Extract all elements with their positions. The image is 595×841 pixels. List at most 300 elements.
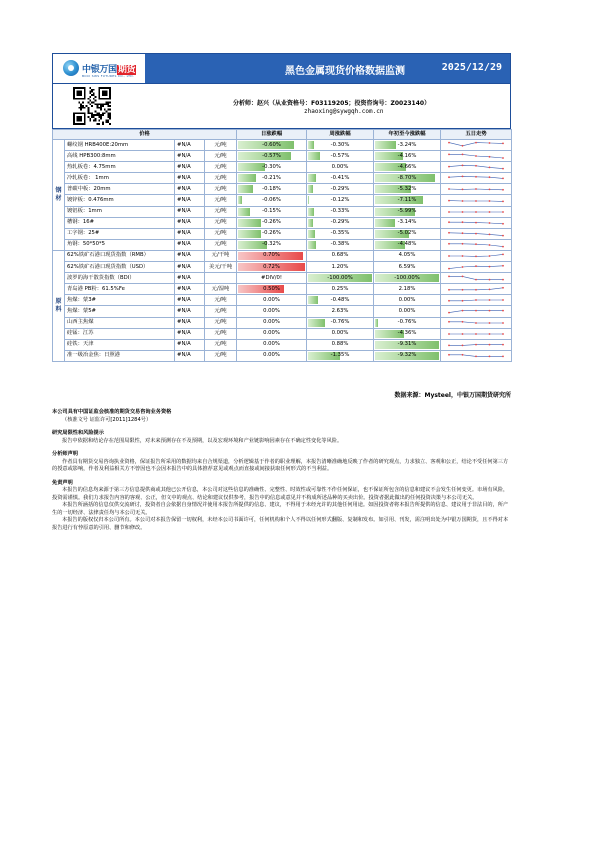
value-text: 0.70%	[263, 252, 280, 259]
value-text: -0.21%	[262, 174, 281, 181]
sparkline-point	[462, 333, 464, 335]
price-value: #N/A	[175, 228, 205, 239]
sparkline-point	[502, 143, 504, 145]
sparkline-point	[475, 279, 477, 281]
sparkline-point	[489, 177, 491, 179]
value-text: -5.32%	[397, 185, 417, 192]
sparkline-point	[475, 333, 477, 335]
five-day-sparkline	[441, 273, 512, 284]
table-row	[53, 328, 512, 339]
sparkline-point	[448, 255, 450, 257]
table-row	[53, 151, 512, 162]
col-price: 价格	[53, 130, 237, 140]
value-text: -0.32%	[262, 241, 281, 248]
value-text: -4.16%	[397, 152, 417, 159]
table-row	[53, 273, 512, 284]
price-unit	[205, 273, 237, 284]
price-value: #N/A	[175, 306, 205, 317]
sparkline-point	[475, 355, 477, 357]
sparkline-point	[489, 156, 491, 158]
sparkline-point	[448, 211, 450, 213]
sparkline-point	[448, 177, 450, 179]
value-text: -0.06%	[262, 197, 281, 204]
sparkline-point	[502, 355, 504, 357]
price-unit: 元/吨	[205, 228, 237, 239]
value-text: -8.70%	[397, 174, 417, 181]
sparkline-point	[489, 200, 491, 202]
category-steel: 钢材	[53, 140, 65, 251]
daily-change	[237, 328, 307, 339]
value-text: -0.57%	[330, 152, 350, 159]
value-text: -0.41%	[330, 174, 350, 181]
title-band	[145, 54, 510, 83]
sparkline-point	[502, 178, 504, 180]
table-row	[53, 295, 512, 306]
sparkline-point	[462, 200, 464, 202]
value-text: -0.33%	[330, 208, 350, 215]
sparkline-point	[502, 253, 504, 255]
sparkline-point	[489, 189, 491, 191]
value-bar	[238, 219, 261, 227]
ytd-change	[374, 195, 441, 206]
sparkline-point	[475, 232, 477, 234]
sparkline-point	[502, 211, 504, 213]
sparkline-point	[502, 343, 504, 345]
sparkline-point	[448, 312, 450, 314]
sparkline-point	[448, 199, 450, 201]
table-row	[53, 306, 512, 317]
table-row	[53, 284, 512, 295]
daily-change	[237, 273, 307, 284]
price-unit: 元/吨	[205, 350, 237, 361]
sparkline-point	[475, 155, 477, 157]
ytd-change	[374, 317, 441, 328]
value-bar	[308, 285, 312, 293]
value-text: 0.00%	[263, 307, 280, 314]
sparkline-point	[462, 154, 464, 156]
five-day-sparkline	[441, 284, 512, 295]
sparkline-point	[475, 221, 477, 223]
value-bar	[375, 319, 378, 327]
value-text: 4.05%	[398, 252, 416, 259]
sparkline-point	[475, 142, 477, 144]
value-text: 0.00%	[263, 319, 280, 326]
ytd-change	[374, 306, 441, 317]
value-text: -3.14%	[397, 219, 417, 226]
five-day-sparkline	[441, 184, 512, 195]
weekly-change	[307, 162, 374, 173]
category-raw: 原料	[53, 250, 65, 361]
sparkline-point	[475, 343, 477, 345]
value-bar	[238, 185, 253, 193]
value-text: 0.00%	[398, 296, 416, 303]
price-unit: 元/干吨	[205, 250, 237, 261]
value-text: -3.24%	[397, 141, 417, 148]
price-value: #N/A	[175, 173, 205, 184]
col-weekly: 周涨跌幅	[307, 130, 374, 140]
daily-change	[237, 184, 307, 195]
price-value: #N/A	[175, 273, 205, 284]
value-text: -0.76%	[397, 319, 417, 326]
value-bar	[375, 285, 388, 293]
price-value: #N/A	[175, 195, 205, 206]
price-unit: 元/吨	[205, 195, 237, 206]
value-bar	[238, 163, 265, 171]
report-date: 2025/12/29	[441, 62, 502, 73]
table-row	[53, 228, 512, 239]
five-day-sparkline	[441, 228, 512, 239]
price-unit: 美元/干吨	[205, 262, 237, 273]
weekly-change	[307, 206, 374, 217]
value-text: 0.25%	[331, 285, 349, 292]
ytd-change	[374, 295, 441, 306]
logo-mark-icon	[63, 60, 79, 76]
disclaimer-section	[52, 409, 511, 532]
sparkline-point	[502, 157, 504, 159]
value-text: 2.63%	[331, 307, 349, 314]
qualification-title: 本公司具有中国证监会核准的期货交易咨询业务资格	[52, 409, 172, 415]
sparkline-point	[475, 255, 477, 257]
sparkline-point	[448, 232, 450, 234]
daily-change	[237, 206, 307, 217]
value-bar	[308, 185, 313, 193]
sparkline-point	[462, 176, 464, 178]
five-day-sparkline	[441, 239, 512, 250]
value-text: -4.48%	[397, 241, 417, 248]
risk-title: 研究局限性和风险提示	[52, 430, 104, 436]
sparkline-point	[448, 300, 450, 302]
daily-change	[237, 284, 307, 295]
daily-change	[237, 306, 307, 317]
sparkline-point	[489, 211, 491, 213]
sparkline-point	[489, 299, 491, 301]
weekly-change	[307, 151, 374, 162]
sparkline-point	[448, 289, 450, 291]
product-name: 62%铁矿石港口现货指数（RMB）	[65, 250, 175, 261]
sparkline-point	[462, 310, 464, 312]
five-day-sparkline	[441, 151, 512, 162]
sparkline-point	[502, 223, 504, 225]
value-text: -0.26%	[262, 230, 281, 237]
five-day-sparkline	[441, 350, 512, 361]
weekly-change	[307, 339, 374, 350]
sparkline-point	[448, 189, 450, 191]
ytd-change	[374, 206, 441, 217]
sparkline-point	[475, 211, 477, 213]
weekly-change	[307, 328, 374, 339]
sparkline-point	[502, 279, 504, 281]
table-row	[53, 173, 512, 184]
price-value: #N/A	[175, 262, 205, 273]
value-text: -0.35%	[330, 230, 350, 237]
ytd-change	[374, 217, 441, 228]
value-text: -100.00%	[394, 274, 420, 281]
sparkline-point	[475, 243, 477, 245]
sparkline-point	[448, 243, 450, 245]
product-name: 镀锌板：0.476mm	[65, 195, 175, 206]
sparkline-point	[462, 165, 464, 167]
value-text: -0.57%	[262, 152, 281, 159]
weekly-change	[307, 295, 374, 306]
weekly-change	[307, 217, 374, 228]
product-name: 高线 HPB300:8mm	[65, 151, 175, 162]
value-bar	[308, 196, 309, 204]
daily-change	[237, 239, 307, 250]
product-name: 镀铝板：1mm	[65, 206, 175, 217]
five-day-sparkline	[441, 295, 512, 306]
ytd-change	[374, 173, 441, 184]
table-row	[53, 162, 512, 173]
product-name: 螺纹钢 HRB400E:20mm	[65, 140, 175, 151]
five-day-sparkline	[441, 328, 512, 339]
weekly-change	[307, 262, 374, 273]
analyst-statement-title: 分析师声明	[52, 451, 78, 457]
price-unit: 元/吨	[205, 295, 237, 306]
product-name: 热轧板卷：4.75mm	[65, 162, 175, 173]
daily-change	[237, 339, 307, 350]
disclaimer-body-2: 本报告所涵括的信息仅供交流研讨，投资者自会依据自身情况并使用本报告所提供的信息、建议，不得用于未经允许的其他任何用途。如因投资者将本报告所提供的信息、建议用于非法目的，所产生的一切经济、法律责任均与本公司无关。	[52, 502, 509, 516]
ytd-change	[374, 250, 441, 261]
five-day-sparkline	[441, 317, 512, 328]
qualification-body: （核准文号 证监许可[2011]1284号）	[62, 416, 152, 423]
ytd-change	[374, 239, 441, 250]
five-day-sparkline	[441, 217, 512, 228]
price-value: #N/A	[175, 317, 205, 328]
product-name: 角钢：50*50*5	[65, 239, 175, 250]
sparkline-point	[502, 299, 504, 301]
value-bar	[238, 196, 242, 204]
value-text: 0.68%	[331, 252, 349, 259]
price-value: #N/A	[175, 328, 205, 339]
value-bar	[375, 252, 402, 260]
sparkline-point	[489, 244, 491, 246]
sparkline-point	[462, 145, 464, 147]
value-text: -7.11%	[397, 197, 417, 204]
value-text: 0.72%	[263, 263, 280, 270]
sparkline-point	[489, 333, 491, 335]
daily-change	[237, 195, 307, 206]
sparkline-point	[502, 234, 504, 236]
value-text: -4.36%	[397, 330, 417, 337]
value-text: -9.32%	[397, 352, 417, 359]
five-day-sparkline	[441, 262, 512, 273]
table-row	[53, 339, 512, 350]
sparkline-point	[462, 289, 464, 291]
table-row	[53, 317, 512, 328]
product-name: 波罗的海干散货指数（BDI）	[65, 273, 175, 284]
sparkline-point	[462, 344, 464, 346]
weekly-change	[307, 350, 374, 361]
ytd-change	[374, 184, 441, 195]
five-day-sparkline	[441, 339, 512, 350]
sparkline-point	[502, 168, 504, 170]
disclaimer-body-1: 本报告的信息均来源于第三方信息提供商或其他已公开信息，本公司对这些信息的准确性、完整性、时效性或可靠性不作任何保证，也不保证所包含的信息和建议不会发生任何变更。市场有风险，投资需谨慎。我们力求报告内容的客观、公正，但文中的观点、结论和建议仅供参考，报告中的信息或意见并不构成所述品种的买卖出价。投资者据此做出的任何投资决策与本公司无关。	[52, 487, 509, 501]
table-row	[53, 350, 512, 361]
value-text: -0.29%	[330, 219, 350, 226]
price-unit: 元/吨	[205, 339, 237, 350]
value-text: 6.59%	[398, 263, 416, 270]
ytd-change	[374, 339, 441, 350]
report-title: 黑色金属现货价格数据监测	[285, 66, 405, 77]
col-ytd: 年初至今涨跌幅	[374, 130, 441, 140]
price-value: #N/A	[175, 140, 205, 151]
sparkline-point	[489, 255, 491, 257]
daily-change	[237, 151, 307, 162]
value-text: -9.31%	[397, 341, 417, 348]
daily-change	[237, 173, 307, 184]
weekly-change	[307, 228, 374, 239]
value-text: #DIV/0!	[261, 274, 283, 281]
sparkline-point	[462, 266, 464, 268]
sparkline-point	[462, 211, 464, 213]
value-text: 0.00%	[263, 352, 280, 359]
weekly-change	[307, 284, 374, 295]
sparkline-point	[502, 189, 504, 191]
price-unit: 元/吨	[205, 173, 237, 184]
value-text: -100.00%	[327, 274, 353, 281]
value-text: -0.76%	[330, 319, 350, 326]
sparkline-point	[489, 222, 491, 224]
weekly-change	[307, 239, 374, 250]
value-text: -1.35%	[330, 352, 350, 359]
sparkline-point	[448, 221, 450, 223]
product-name: 硅锰：江苏	[65, 328, 175, 339]
analyst-section	[52, 84, 511, 129]
product-name: 山西主焦煤	[65, 317, 175, 328]
value-text: -0.29%	[330, 185, 350, 192]
price-value: #N/A	[175, 217, 205, 228]
ytd-change	[374, 328, 441, 339]
product-name: 工字钢：25#	[65, 228, 175, 239]
value-text: 0.00%	[331, 163, 349, 170]
value-bar	[308, 230, 315, 238]
daily-change	[237, 317, 307, 328]
sparkline-point	[448, 166, 450, 168]
price-table	[52, 129, 512, 362]
price-value: #N/A	[175, 239, 205, 250]
daily-change	[237, 217, 307, 228]
table-row	[53, 195, 512, 206]
sparkline-point	[462, 276, 464, 278]
price-unit: 元/吨	[205, 206, 237, 217]
sparkline-point	[489, 142, 491, 144]
sparkline-point	[462, 221, 464, 223]
value-text: 2.18%	[398, 285, 416, 292]
sparkline-point	[475, 289, 477, 291]
price-unit: 元/吨	[205, 217, 237, 228]
five-day-sparkline	[441, 140, 512, 151]
price-value: #N/A	[175, 151, 205, 162]
price-value: #N/A	[175, 206, 205, 217]
value-text: -0.18%	[262, 185, 281, 192]
analyst-statement-body: 作者具有期货交易咨询执业资格，保证报告所采用的数据均来自合规渠道，分析逻辑基于作者的职业理解，本报告清晰准确地反映了作者的研究观点，力求独立、客观和公正，结论不受任何第三方的授意或影响，作者及利益相关方不曾因也不会因本报告中的具体推荐意见或观点而直接或间接获取任何形式的不当利益。	[52, 458, 509, 472]
data-source: 数据来源：Mysteel，中银万国期货研究所	[394, 392, 511, 399]
sparkline-point	[462, 189, 464, 191]
product-name: 62%铁矿石港口现货指数（USD）	[65, 262, 175, 273]
sparkline-point	[475, 322, 477, 324]
value-bar	[308, 219, 313, 227]
value-bar	[308, 174, 316, 182]
five-day-sparkline	[441, 250, 512, 261]
sparkline-point	[448, 268, 450, 270]
price-unit: 元/吨	[205, 306, 237, 317]
risk-body: 报告中依据和结论存在范围局限性，对未来预测存在不及预期，以及宏观环境和产业链影响因素存在不确定性变化等风险。	[62, 437, 343, 444]
price-value: #N/A	[175, 184, 205, 195]
sparkline-point	[489, 310, 491, 312]
table-row	[53, 250, 512, 261]
value-bar	[308, 319, 325, 327]
disclaimer-body-3: 本报告的版权仅归本公司所有。本公司对本报告保留一切权利，未经本公司书面许可，任何机构和个人不得以任何形式翻版、复制和发布。如引用、刊发，需注明出处为中银万国期货，且不得对本报告进行有悖原意的引用、删节和修改。	[52, 517, 509, 531]
daily-change	[237, 262, 307, 273]
value-bar	[375, 219, 395, 227]
five-day-sparkline	[441, 162, 512, 173]
sparkline-point	[489, 289, 491, 291]
weekly-change	[307, 140, 374, 151]
value-text: -0.30%	[330, 141, 350, 148]
value-text: 0.00%	[331, 330, 349, 337]
table-row	[53, 206, 512, 217]
price-value: #N/A	[175, 295, 205, 306]
value-text: -0.48%	[330, 296, 350, 303]
daily-change	[237, 250, 307, 261]
value-text: -0.30%	[262, 163, 281, 170]
value-text: 0.00%	[263, 296, 280, 303]
product-name: 青岛港 PB粉：61.5%Fe	[65, 284, 175, 295]
sparkline-point	[448, 154, 450, 156]
table-row	[53, 217, 512, 228]
qr-code-icon	[73, 87, 111, 125]
sparkline-point	[489, 343, 491, 345]
sparkline-point	[489, 266, 491, 268]
ytd-change	[374, 140, 441, 151]
price-value: #N/A	[175, 350, 205, 361]
sparkline-point	[502, 287, 504, 289]
value-text: -0.26%	[262, 219, 281, 226]
sparkline-point	[448, 344, 450, 346]
disclaimer-title: 免责声明	[52, 479, 73, 486]
analyst-email: zhaoxing@sywgqh.com.cn	[304, 108, 384, 115]
value-bar	[375, 141, 396, 149]
five-day-sparkline	[441, 173, 512, 184]
price-unit: 元/湿吨	[205, 284, 237, 295]
weekly-change	[307, 184, 374, 195]
daily-change	[237, 162, 307, 173]
price-unit: 元/吨	[205, 162, 237, 173]
product-name: 槽钢：16#	[65, 217, 175, 228]
table-row	[53, 140, 512, 151]
value-text: 0.88%	[331, 341, 349, 348]
ytd-change	[374, 151, 441, 162]
report-header	[52, 53, 511, 84]
ytd-change	[374, 262, 441, 273]
sparkline-point	[475, 265, 477, 267]
price-value: #N/A	[175, 284, 205, 295]
sparkline-point	[502, 310, 504, 312]
value-text: -4.66%	[397, 163, 417, 170]
value-text: 0.00%	[263, 330, 280, 337]
sparkline-point	[489, 167, 491, 169]
sparkline-point	[462, 300, 464, 302]
value-text: -0.12%	[330, 197, 350, 204]
five-day-sparkline	[441, 206, 512, 217]
value-bar	[238, 174, 256, 182]
weekly-change	[307, 173, 374, 184]
price-unit: 元/吨	[205, 328, 237, 339]
value-text: -0.15%	[262, 208, 281, 215]
sparkline-point	[448, 276, 450, 278]
sparkline-point	[502, 322, 504, 324]
weekly-change	[307, 195, 374, 206]
